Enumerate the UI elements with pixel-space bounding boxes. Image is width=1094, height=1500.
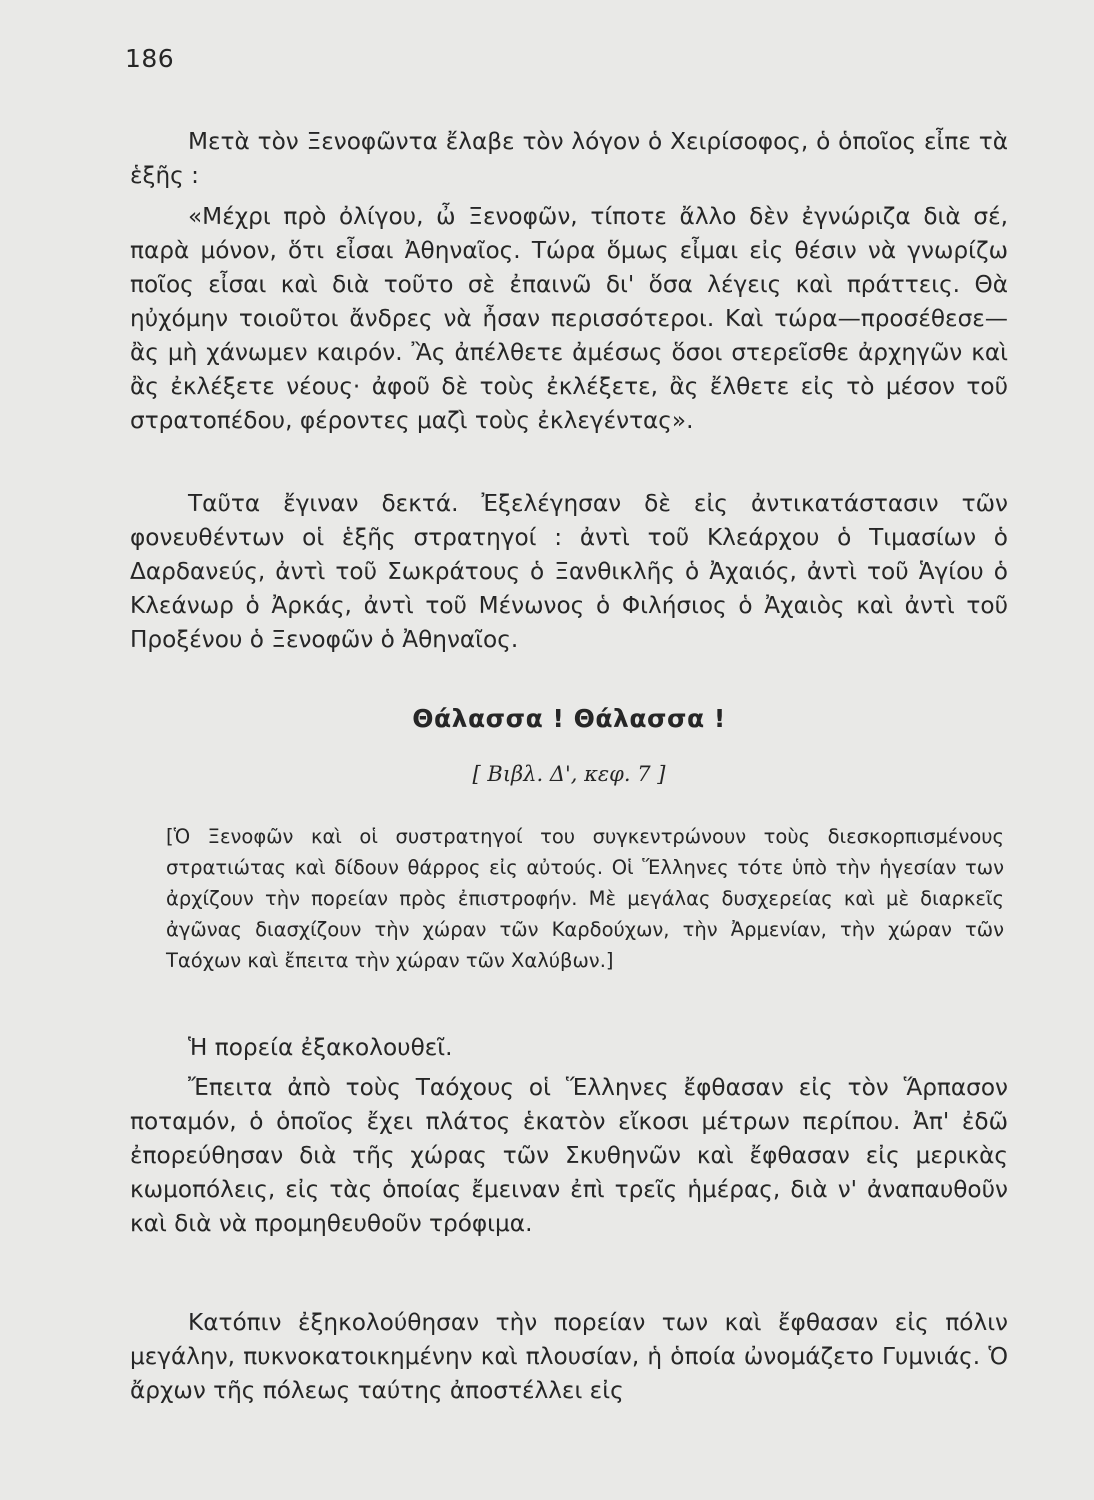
paragraph-chirisophos-speech: «Μέχρι πρὸ ὀλίγου, ὦ Ξενοφῶν, τίποτε ἄλλο δὲν ἐγνώριζα διὰ σέ, παρὰ μόνον, ὅτι εἶσαι Ἀθηναῖος. Τώρα ὅμως εἶμαι εἰς θέσιν νὰ γνωρίζω ποῖος εἶσαι καὶ διὰ τοῦτο σὲ ἐπαινῶ δι' ὅσα λέγεις καὶ πράττεις. Θὰ ηὐχόμην τοιοῦτοι ἄνδρες νὰ ἦσαν περισσότεροι. Καὶ τώρα—προσέθεσε—ἂς μὴ χάνωμεν καιρόν. Ἂς ἀπέλθετε ἀμέσως ὅσοι στερεῖσθε ἀρχηγῶν καὶ ἂς ἐκλέξετε νέους· ἀφοῦ δὲ τοὺς ἐκλέξετε, ἂς ἔλθετε εἰς τὸ μέσον τοῦ στρατοπέδου, φέροντες μαζὶ τοὺς ἐκλεγέντας». <box>130 203 1008 434</box>
section-summary: [Ὁ Ξενοφῶν καὶ οἱ συστρατηγοί του συγκεντρώνουν τοὺς διεσκορπισμένους στρατιώτας καὶ δίδουν θάρρος εἰς αὐτούς. Οἱ Ἕλληνες τότε ὑπὸ τὴν ἡγεσίαν των ἀρχίζουν τὴν πορείαν πρὸς ἐπιστροφήν. Μὲ μεγάλας δυσχερείας καὶ μὲ διαρκεῖς ἀγῶνας διασχίζουν τὴν χώραν τῶν Καρδούχων, τὴν Ἀρμενίαν, τὴν χώραν τῶν Ταόχων καὶ ἔπειτα τὴν χώραν τῶν Χαλύβων.] <box>166 825 1004 972</box>
paragraph-harpasos-river: Ἔπειτα ἀπὸ τοὺς Ταόχους οἱ Ἕλληνες ἔφθασαν εἰς τὸν Ἅρπασον ποταμόν, ὁ ὁποῖος ἔχει πλάτος ἑκατὸν εἴκοσι μέτρων περίπου. Ἀπ' ἐδῶ ἐπορεύθησαν διὰ τῆς χώρας τῶν Σκυθηνῶν καὶ ἔφθασαν εἰς μερικὰς κωμοπόλεις, εἰς τὰς ὁποίας ἔμειναν ἐπὶ τρεῖς ἡμέρας, διὰ ν' ἀναπαυθοῦν καὶ διὰ νὰ προμηθευθοῦν τρόφιμα. <box>130 1074 1008 1237</box>
paragraph-march-continues: Ἡ πορεία ἐξακολουθεῖ. <box>188 1034 453 1061</box>
section-heading: Θάλασσα ! Θάλασσα ! <box>412 704 726 733</box>
paragraph-gymnias-city: Κατόπιν ἐξηκολούθησαν τὴν πορείαν των καὶ ἔφθασαν εἰς πόλιν μεγάλην, πυκνοκατοικημένην καὶ πλουσίαν, ἡ ὁποία ὠνομάζετο Γυμνιάς. Ὁ ἄρχων τῆς πόλεως ταύτης ἀποστέλλει εἰς <box>130 1309 1008 1404</box>
paragraph-new-generals: Ταῦτα ἔγιναν δεκτά. Ἐξελέγησαν δὲ εἰς ἀντικατάστασιν τῶν φονευθέντων οἱ ἑξῆς στρατηγοί : ἀντὶ τοῦ Κλεάρχου ὁ Τιμασίων ὁ Δαρδανεύς, ἀντὶ τοῦ Σωκράτους ὁ Ξανθικλῆς ὁ Ἀχαιός, ἀντὶ τοῦ Ἁγίου ὁ Κλεάνωρ ὁ Ἀρκάς, ἀντὶ τοῦ Μένωνος ὁ Φιλήσιος ὁ Ἀχαιὸς καὶ ἀντὶ τοῦ Προξένου ὁ Ξενοφῶν ὁ Ἀθηναῖος. <box>130 490 1008 653</box>
page-number: 186 <box>125 44 175 73</box>
paragraph-chirisophos-intro: Μετὰ τὸν Ξενοφῶντα ἔλαβε τὸν λόγον ὁ Χειρίσοφος, ὁ ὁποῖος εἶπε τὰ ἑξῆς : <box>130 128 1008 189</box>
book-reference: [ Βιβλ. Δ', κεφ. 7 ] <box>472 762 666 786</box>
